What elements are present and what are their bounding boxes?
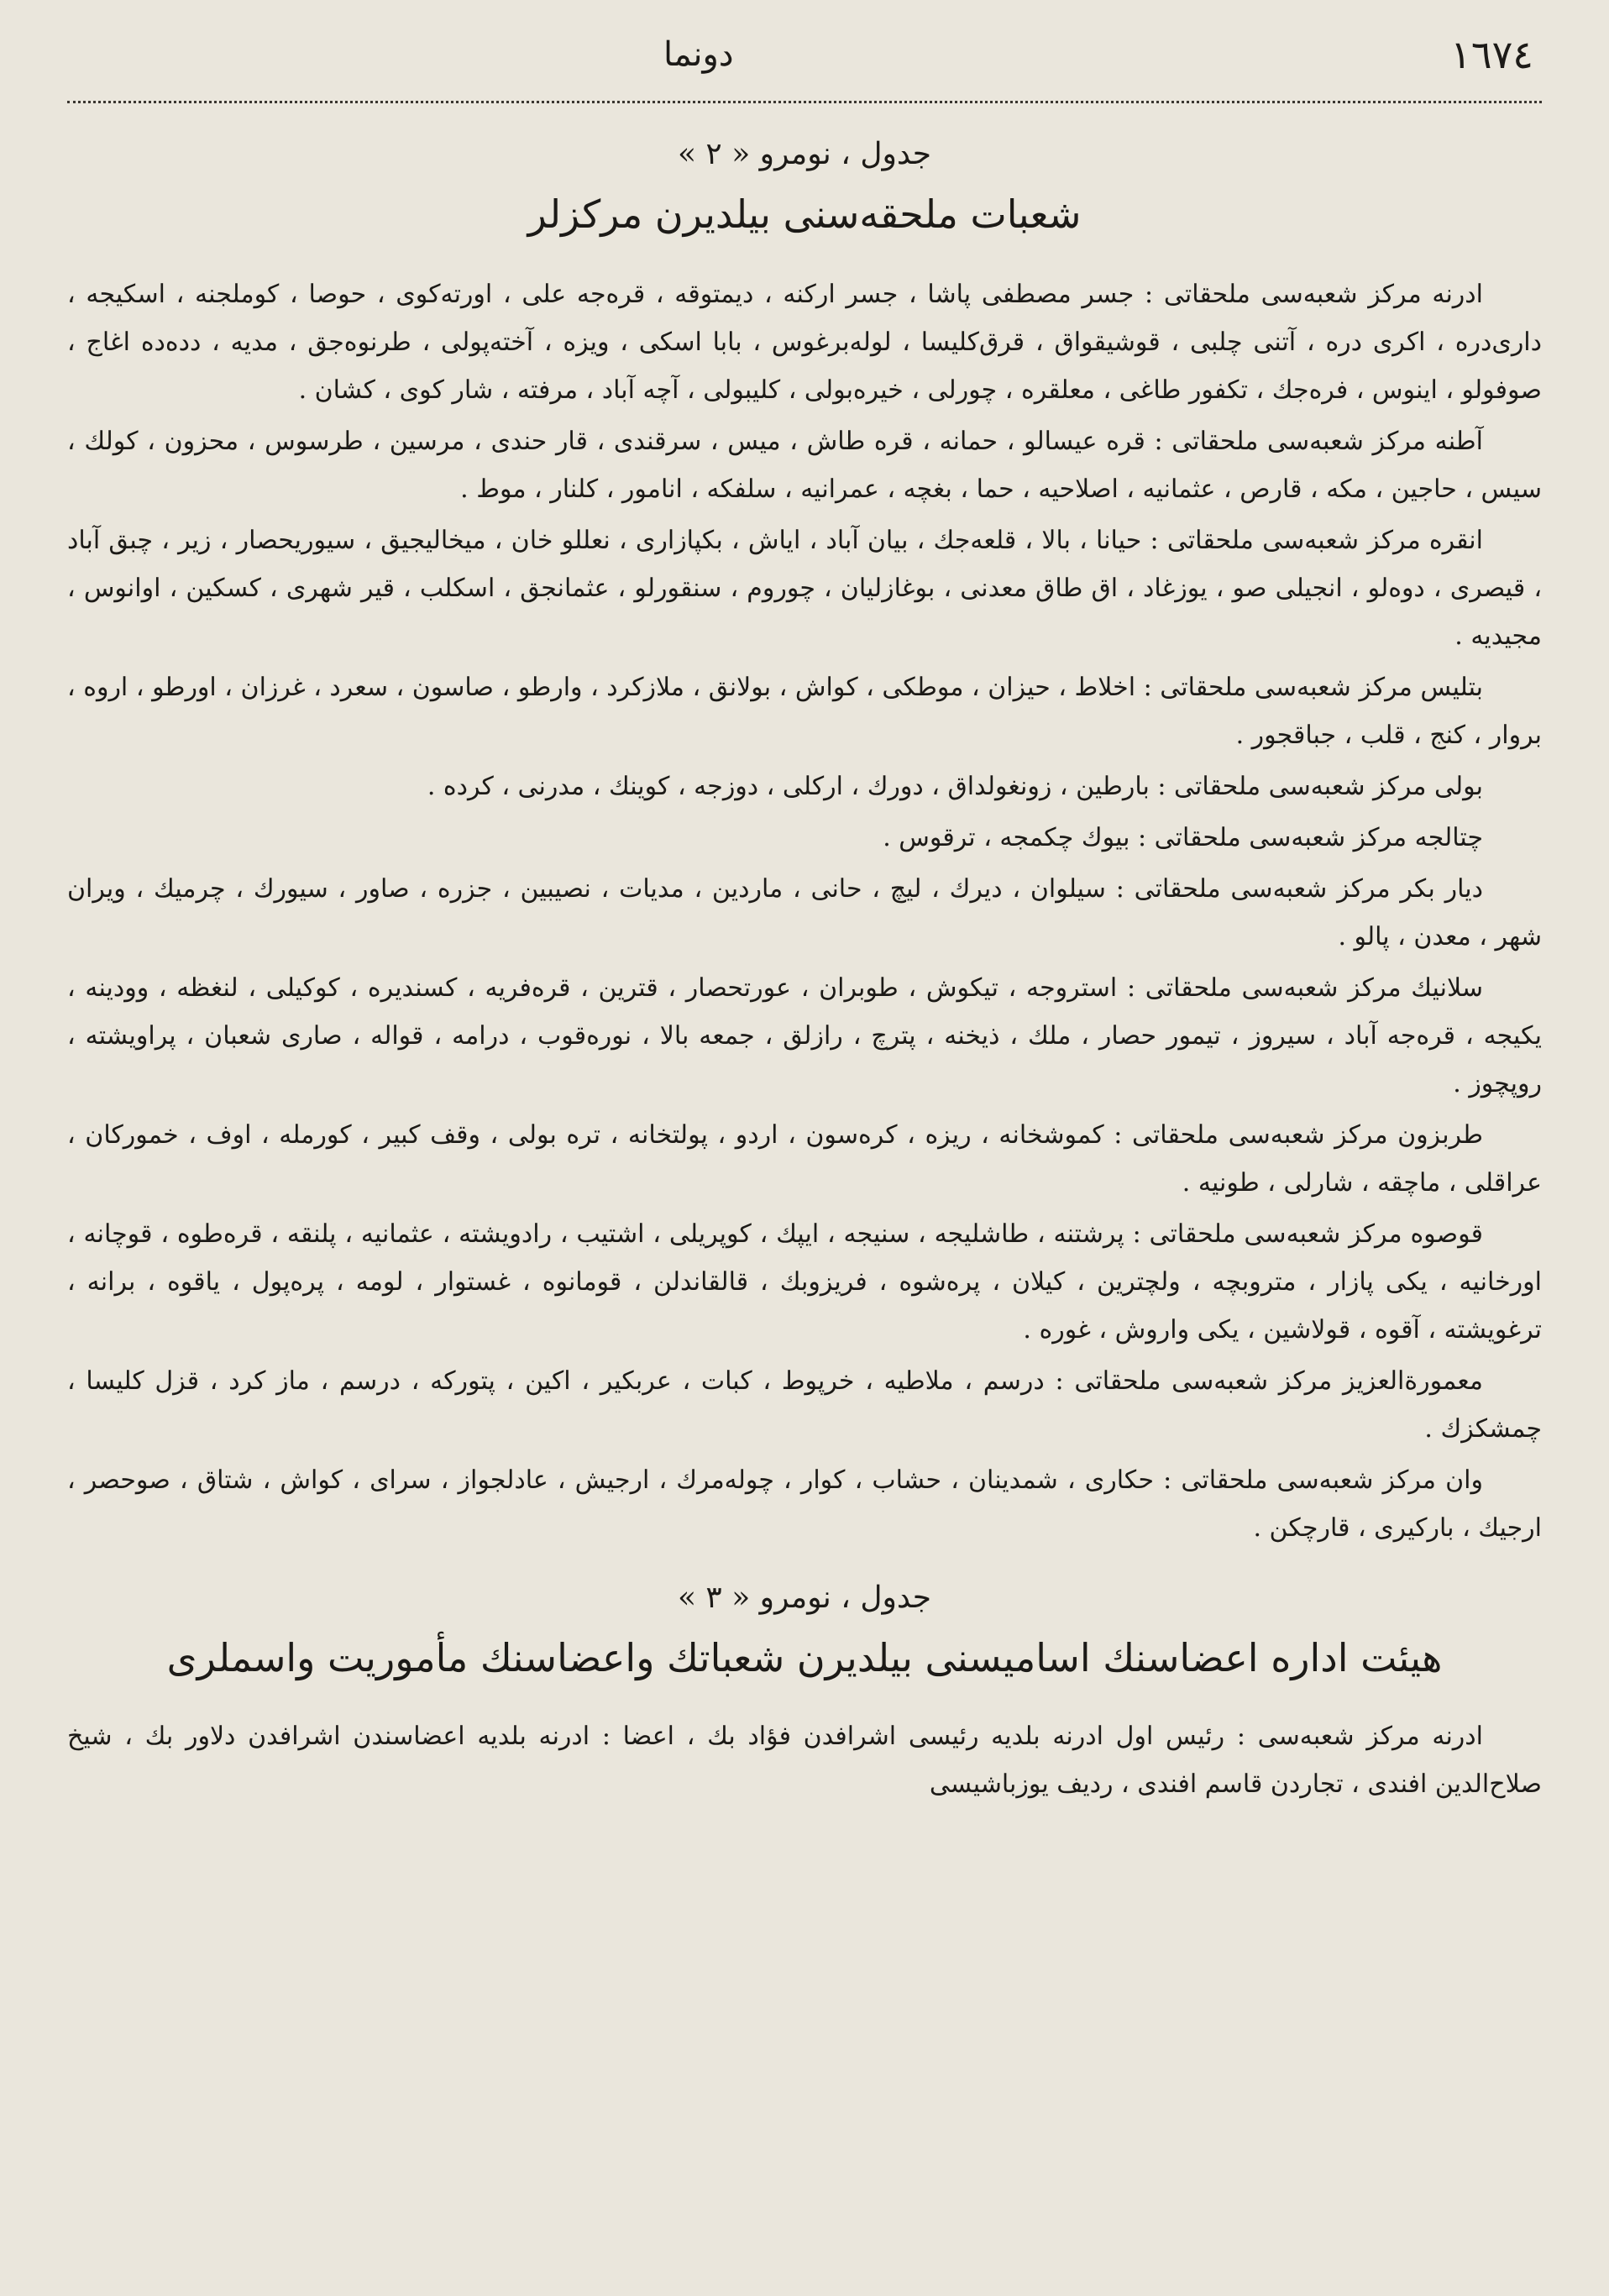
page-number: ١٦٧٤: [1450, 32, 1533, 77]
running-head: [67, 25, 1542, 84]
entry-ankara: [67, 516, 1542, 660]
entry-text: استروجه ، تیکوش ، طوبران ، عورتحصار ، قترین ، قره‌فریه ، کسندیره ، کوکیلی ، لنغظه ، وودینه ، یکیجه ، قره‌جه آباد ، سیروز ، تیمور حصار ، ملك ، ذیخنه ، پترچ ، رازلق ، جمعه بالا ، نوره‌قوب ، درامه ، قواله ، صاری شعبان ، پراویشته ، روپچوز .: [67, 973, 1542, 1098]
entry-van: [67, 1456, 1542, 1552]
entry-text: حکاری ، شمدینان ، حشاب ، کوار ، چوله‌مرك ، ارجیش ، عادلجواز ، سرای ، کواش ، شتاق ، صوحصر ، ارجیك ، بارکیری ، قارچکن .: [67, 1465, 1542, 1543]
entry-text: قره عیسالو ، حمانه ، قره طاش ، میس ، سرقندی ، قار حندی ، مرسین ، طرسوس ، محزون ، کولك ، سیس ، حاجین ، مکه ، قارص ، عثمانیه ، اصلاحیه ، حما ، بغچه ، عمرانیه ، سلفکه ، انامور ، کلنار ، موط .: [67, 427, 1542, 504]
running-title: دونما: [663, 35, 734, 74]
entry-text: پرشتنه ، طاشلیجه ، سنیجه ، ایپك ، کوپریلی ، اشتیب ، رادویشته ، عثمانیه ، پلنقه ، قره‌طوه ، قوچانه ، اورخانیه ، یکی پازار ، متروبچه ، ولچترین ، کیلان ، پره‌شوه ، فریزوبك ، قالقاندلن ، قومانوه ، غستوار ، لومه ، پره‌پول ، یاقوه ، برانه ، ترغویشته ، آقوه ، قولاشین ، یکی واروش ، غوره .: [67, 1219, 1542, 1345]
entry-name: انقره مرکز شعبه‌سی ملحقاتی :: [1150, 526, 1483, 555]
entry-diyarbakir: [67, 865, 1542, 961]
entry-text: سیلوان ، دیرك ، لیچ ، حانی ، ماردین ، مدیات ، نصیبین ، جزره ، صاور ، سیورك ، چرمیك ، ویران شهر ، معدن ، پالو .: [67, 874, 1542, 951]
entry-name: ادرنه مرکز شعبه‌سی :: [1236, 1722, 1483, 1751]
entry-text: حیانا ، بالا ، قلعه‌جك ، بیان آباد ، ایاش ، بکپازاری ، نعللو خان ، میخالیجیق ، سیوریحصار ، زیر ، چبق آباد ، قیصری ، دوه‌لو ، انجیلی صو ، یوزغاد ، اق طاق معدنی ، بوغازلیان ، چوروم ، سنقورلو ، عثمانجق ، اسکلب ، قیر شهری ، کسکین ، اوانوس ، مجیدیه .: [67, 526, 1542, 651]
entry-text: رئیس اول ادرنه بلدیه رئیسی اشرافدن فؤاد بك ، اعضا : ادرنه بلدیه اعضاسندن اشرافدن دلاور بك ، شیخ صلاح‌الدین افندی ، تجاردن قاسم افندی ، ردیف یوزباشیسی: [67, 1722, 1542, 1799]
entry-edirne-board: [67, 1712, 1542, 1808]
entry-mamuretulaziz: [67, 1357, 1542, 1453]
entry-adana: [67, 417, 1542, 513]
entry-name: دیار بکر مرکز شعبه‌سی ملحقاتی :: [1115, 874, 1483, 904]
entry-name: وان مرکز شعبه‌سی ملحقاتی :: [1163, 1465, 1483, 1495]
entry-text: بارطین ، زونغولداق ، دورك ، ارکلی ، دوزجه ، کوینك ، مدرنی ، کرده .: [427, 772, 1150, 801]
table-3-label: جدول ، نومرو « ٣ »: [677, 1580, 932, 1615]
table-2-entries: [67, 270, 1542, 1552]
entry-name: قوصوه مرکز شعبه‌سی ملحقاتی :: [1132, 1219, 1483, 1249]
table-2-heading: شعبات ملحقه‌سنی بیلدیرن مرکزلر: [527, 191, 1082, 237]
entry-bolu: [67, 763, 1542, 810]
table-2-label: جدول ، نومرو « ٢ »: [677, 137, 932, 171]
entry-name: بتلیس مرکز شعبه‌سی ملحقاتی :: [1143, 673, 1483, 702]
entry-name: بولی مرکز شعبه‌سی ملحقاتی :: [1157, 772, 1483, 801]
entry-text: اخلاط ، حیزان ، موطکی ، کواش ، بولانق ، ملازکرد ، وارطو ، صاسون ، سعرد ، غرزان ، اورطو ، اروه ، بروار ، کنج ، قلب ، جباقجور .: [67, 673, 1542, 750]
entry-kosova: [67, 1210, 1542, 1354]
entry-selanik: [67, 964, 1542, 1108]
entry-name: ادرنه مرکز شعبه‌سی ملحقاتی :: [1145, 280, 1483, 309]
entry-name: آطنه مرکز شعبه‌سی ملحقاتی :: [1154, 427, 1483, 456]
entry-name: طربزون مرکز شعبه‌سی ملحقاتی :: [1114, 1120, 1483, 1150]
table-3-entries: [67, 1712, 1542, 1808]
entry-text: جسر مصطفی پاشا ، جسر ارکنه ، دیمتوقه ، قره‌جه علی ، اورته‌کوی ، حوصا ، کوملجنه ، اسکیجه ، داری‌دره ، اکری دره ، آتنی چلبی ، قوشیقواق ، قرق‌کلیسا ، لوله‌برغوس ، بابا اسکی ، ویزه ، آخته‌پولی ، طرنوه‌جق ، مدیه ، دده‌ده اغاج ، صوفولو ، اینوس ، فره‌جك ، تکفور طاغی ، معلقره ، چورلی ، خیره‌بولی ، کلیبولی ، آچه آباد ، مرفته ، شار کوی ، کشان .: [67, 280, 1542, 405]
header-dotted-rule: [67, 101, 1542, 103]
table-3-heading: هیئت اداره اعضاسنك اسامیسنی بیلدیرن شعباتك واعضاسنك مأموریت واسملری: [166, 1635, 1443, 1680]
entry-text: درسم ، ملاطیه ، خرپوط ، کبات ، عربکیر ، اکین ، پتورکه ، درسم ، ماز کرد ، قزل کلیسا ، چمشکزك .: [67, 1366, 1542, 1444]
entry-text: بیوك چکمجه ، ترقوس .: [883, 823, 1130, 852]
entry-trabzon: [67, 1111, 1542, 1207]
entry-catalca: [67, 814, 1542, 862]
entry-name: سلانیك مرکز شعبه‌سی ملحقاتی :: [1126, 973, 1483, 1003]
entry-bitlis: [67, 663, 1542, 759]
entry-name: معمورة‌العزیز مرکز شعبه‌سی ملحقاتی :: [1055, 1366, 1483, 1396]
entry-edirne: [67, 270, 1542, 414]
entry-name: چتالجه مرکز شعبه‌سی ملحقاتی :: [1138, 823, 1483, 852]
entry-text: کموشخانه ، ریزه ، کره‌سون ، اردو ، پولتخانه ، تره بولی ، وقف کبیر ، کورمله ، اوف ، خمورکان ، عراقلی ، ماچقه ، شارلی ، طونیه .: [67, 1120, 1542, 1198]
